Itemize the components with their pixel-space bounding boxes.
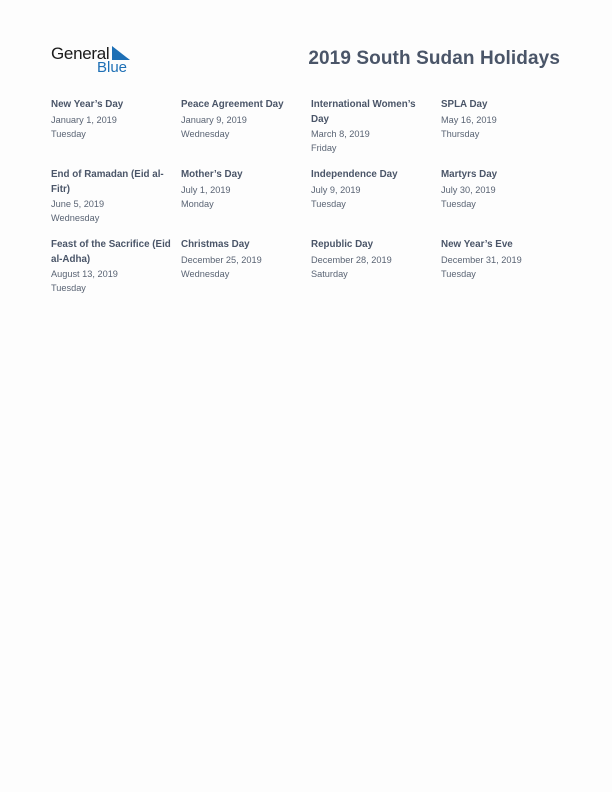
holiday-name: SPLA Day [441, 99, 488, 110]
holiday-name: Christmas Day [181, 239, 250, 250]
holiday-weekday: Wednesday [181, 268, 230, 279]
holiday-item [441, 168, 571, 238]
holiday-name: New Year’s Eve [441, 239, 513, 250]
logo-text-blue: Blue [97, 59, 128, 76]
holiday-date: December 31, 2019 [441, 254, 522, 265]
holiday-date: July 1, 2019 [181, 184, 231, 195]
page-title: 2019 South Sudan Holidays [308, 48, 560, 69]
holiday-date: December 25, 2019 [181, 254, 262, 265]
holiday-name: Republic Day [311, 239, 374, 250]
holiday-name: International Women’s Day [311, 99, 416, 125]
holiday-weekday: Monday [181, 198, 214, 209]
holiday-date: July 9, 2019 [311, 184, 361, 195]
holiday-date: May 16, 2019 [441, 114, 497, 125]
holiday-item [51, 168, 181, 238]
holiday-item [441, 98, 571, 168]
holiday-row [51, 238, 571, 308]
holiday-name: Independence Day [311, 169, 398, 180]
holiday-row [51, 98, 571, 168]
holiday-weekday: Tuesday [441, 198, 476, 209]
holiday-weekday: Tuesday [311, 198, 346, 209]
holiday-name: Peace Agreement Day [181, 99, 284, 110]
holiday-weekday: Friday [311, 143, 337, 153]
holiday-item [51, 238, 181, 308]
holiday-name: New Year’s Day [51, 99, 124, 110]
holiday-weekday: Wednesday [51, 213, 100, 223]
holiday-item [181, 98, 311, 168]
holiday-weekday: Tuesday [51, 283, 86, 293]
holiday-weekday: Tuesday [441, 268, 476, 279]
holiday-weekday: Wednesday [181, 128, 230, 139]
holiday-name: Mother’s Day [181, 169, 243, 180]
holiday-name: End of Ramadan (Eid al-Fitr) [51, 169, 164, 195]
holiday-weekday: Thursday [441, 128, 480, 139]
holiday-grid [51, 98, 571, 308]
holiday-date: January 9, 2019 [181, 114, 247, 125]
logo-text-general: General [51, 44, 110, 63]
logo-triangle-icon [112, 46, 130, 60]
holiday-date: June 5, 2019 [51, 199, 105, 209]
holiday-item [181, 168, 311, 238]
holiday-item [311, 98, 441, 168]
holiday-row [51, 168, 571, 238]
holiday-date: July 30, 2019 [441, 184, 496, 195]
holiday-item [51, 98, 181, 168]
holiday-weekday: Tuesday [51, 128, 86, 139]
holiday-date: August 13, 2019 [51, 269, 118, 279]
holiday-date: December 28, 2019 [311, 254, 392, 265]
holiday-name: Feast of the Sacrifice (Eid al-Adha) [51, 239, 171, 265]
holiday-item [311, 168, 441, 238]
holiday-item [181, 238, 311, 308]
holiday-item [311, 238, 441, 308]
holiday-item [441, 238, 571, 308]
holiday-date: March 8, 2019 [311, 129, 370, 139]
generalblue-logo [51, 44, 141, 78]
holiday-date: January 1, 2019 [51, 114, 117, 125]
holiday-name: Martyrs Day [441, 169, 498, 180]
holiday-weekday: Saturday [311, 268, 348, 279]
